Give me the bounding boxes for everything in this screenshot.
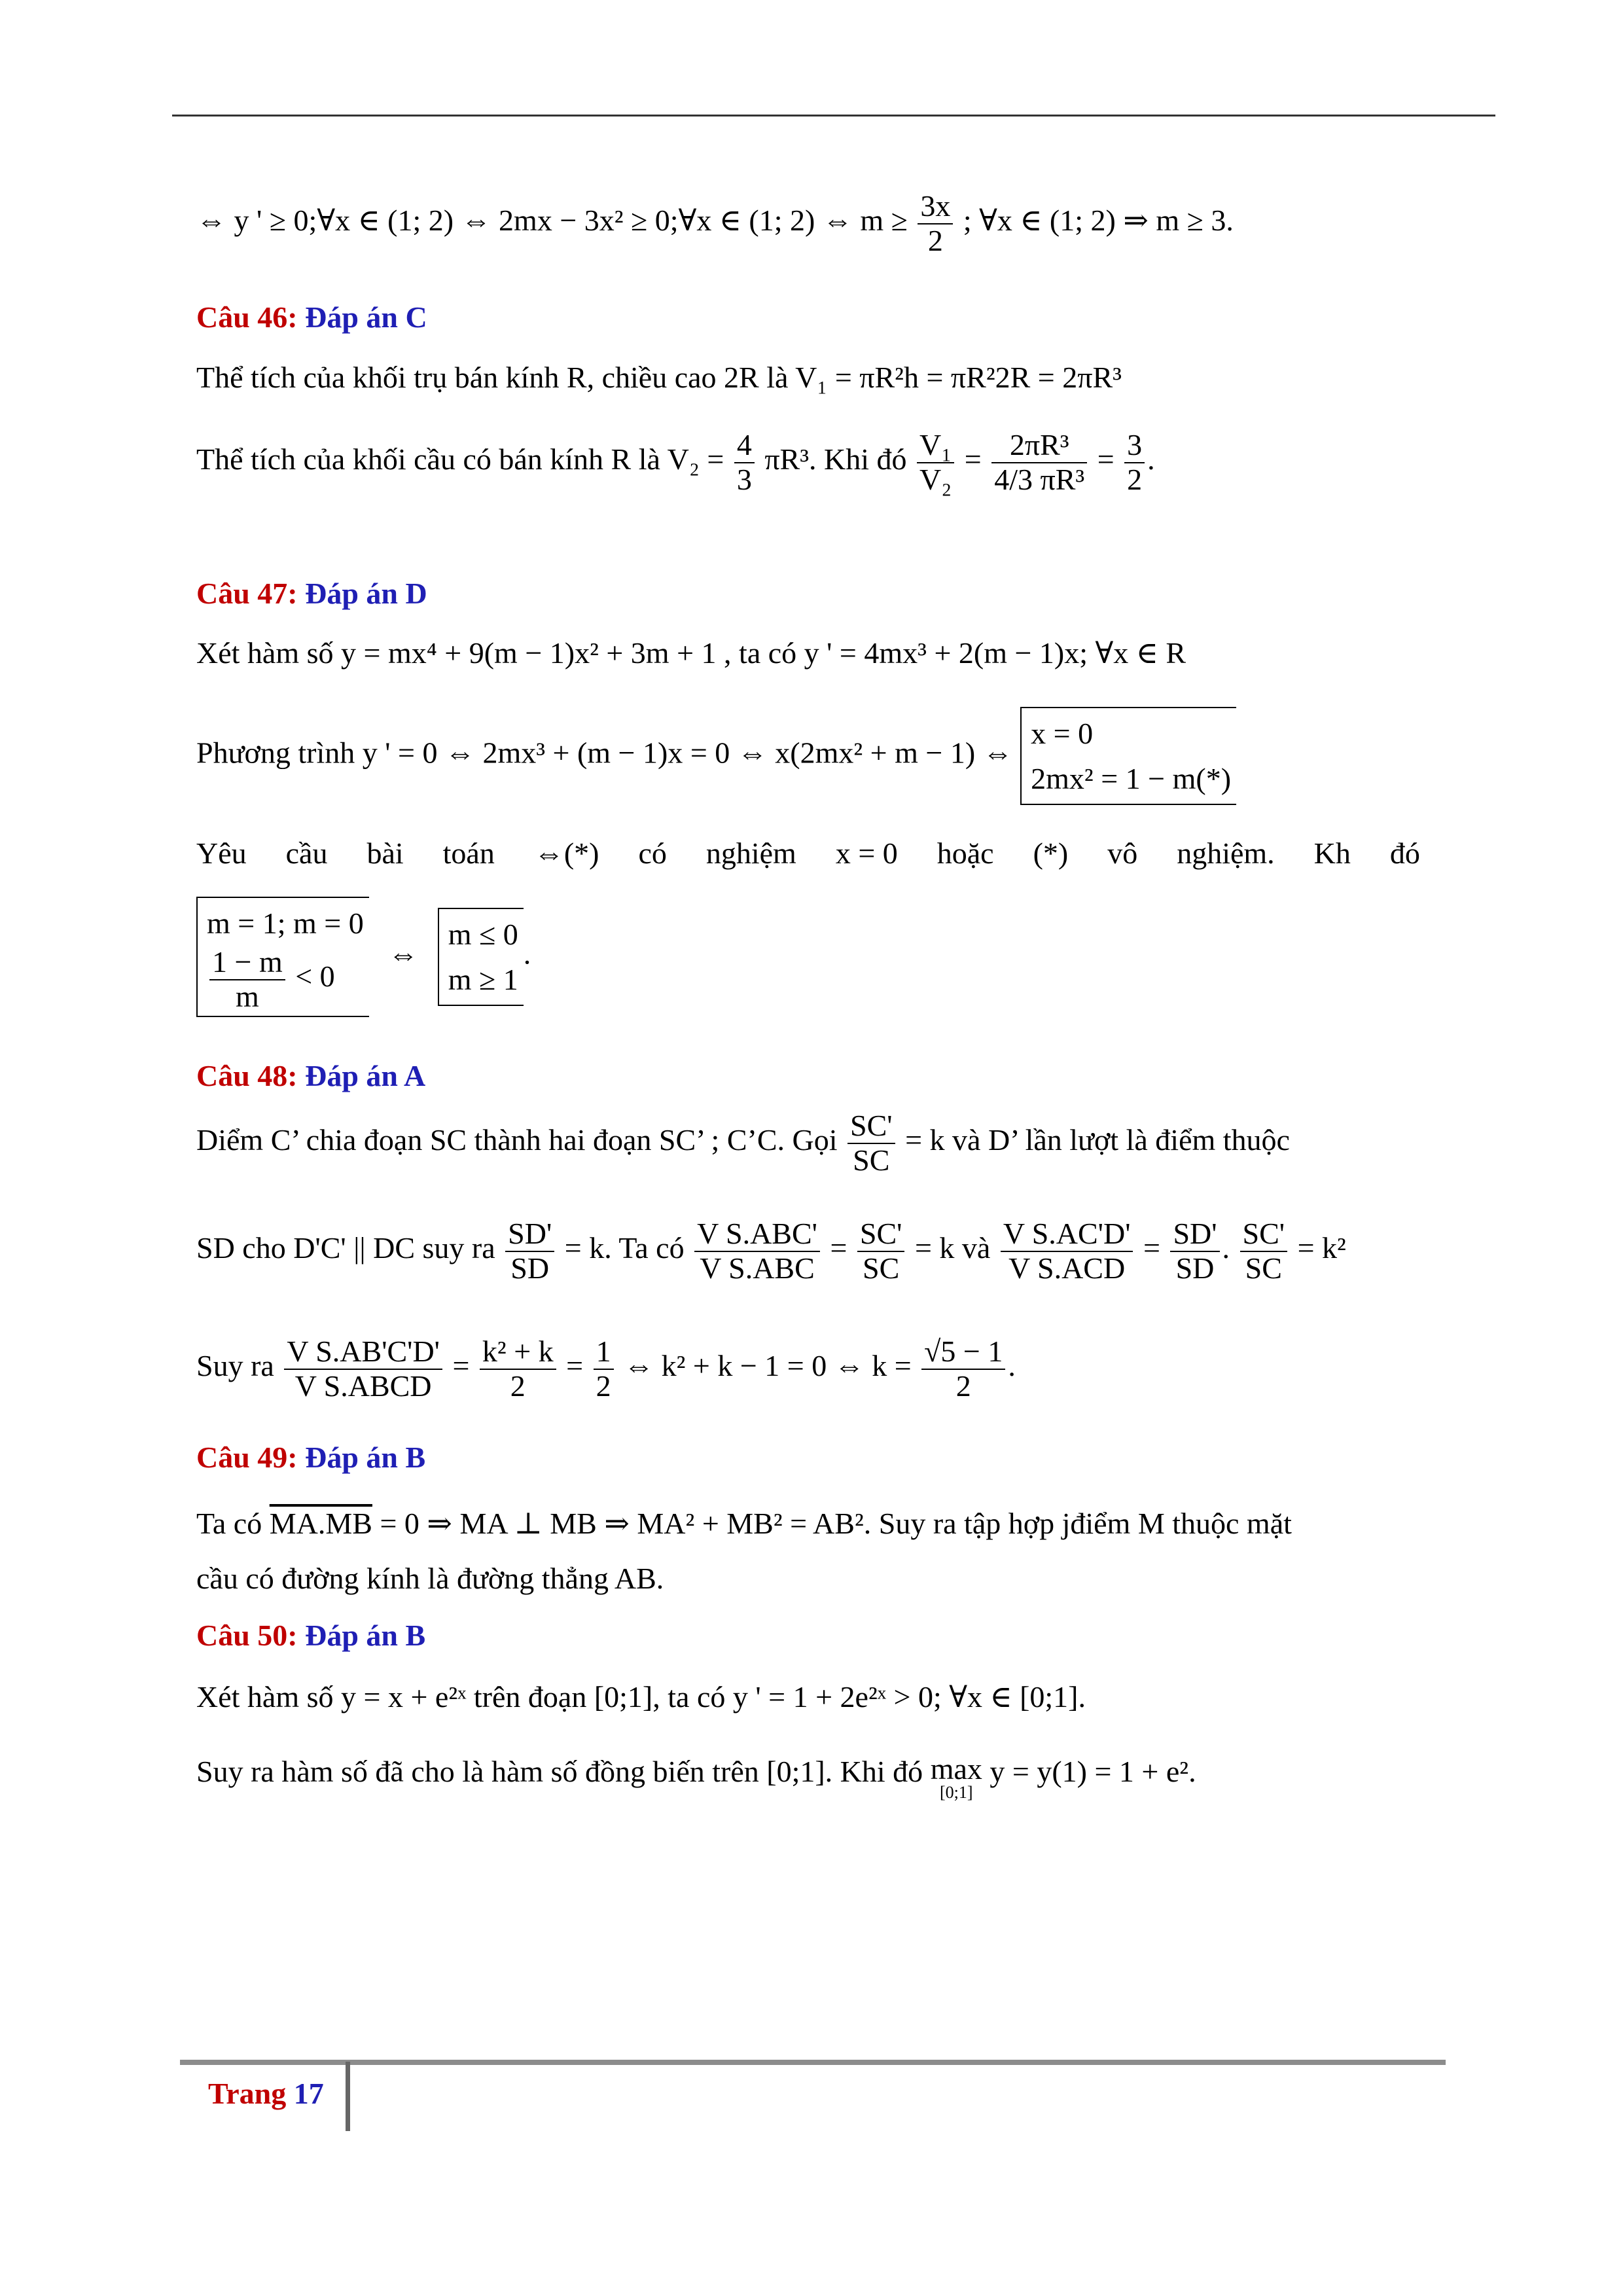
- q50-paragraph-2: Suy ra hàm số đã cho là hàm số đồng biến trên [0;1]. Khi đó max [0;1] y = y(1) = 1 + e².: [196, 1752, 1196, 1802]
- footer-divider: [346, 2062, 350, 2131]
- q46-paragraph-2: Thể tích của khối cầu có bán kính R là V₂ = $\frac{4}{3}$ πR³. Khi đó $\frac{\text{V₁}}{\text{V₂}}$ = $\frac{\text{2πR³}}{\text{4/3 πR³}}$ = $\frac{3}{2}$ .: [196, 428, 1155, 496]
- formula-text: ; ∀x ∈ (1; 2) ⇒ m ≥ 3.: [963, 204, 1234, 238]
- question-47-heading: Câu 47: Đáp án D: [196, 577, 427, 610]
- q47-paragraph-4: m = 1; m = 0 $\frac{1 - m}{m}$ < 0 ⇔ m ≤ 0 m ≥ 1 .: [196, 897, 531, 1017]
- fraction: $\frac{3x}{2}$: [918, 190, 953, 257]
- vector-product: MA.MB: [269, 1507, 372, 1540]
- q48-paragraph-1: Diểm C’ chia đoạn SC thành hai đoạn SC’ ; C’C. Gọi $\frac{SC'}{SC}$ = k và D’ lần lượt là điểm thuộc: [196, 1109, 1290, 1177]
- q50-paragraph-1: Xét hàm số y = x + e²ˣ trên đoạn [0;1], ta có y ' = 1 + 2e²ˣ > 0; ∀x ∈ [0;1].: [196, 1680, 1086, 1713]
- q49-paragraph-2: cầu có đường kính là đường thẳng AB.: [196, 1562, 664, 1595]
- q47-paragraph-1: Xét hàm số y = mx⁴ + 9(m − 1)x² + 3m + 1 , ta có y ' = 4mx³ + 2(m − 1)x; ∀x ∈ R: [196, 636, 1186, 670]
- q47-paragraph-2: Phương trình y ' = 0 ⇔ 2mx³ + (m − 1)x = 0 ⇔ x(2mx² + m − 1) ⇔ x = 0 2mx² = 1 − m(*): [196, 707, 1236, 805]
- q46-paragraph-1: Thể tích của khối trụ bán kính R, chiều cao 2R là V₁ = πR²h = πR²2R = 2πR³: [196, 361, 1122, 394]
- intro-formula: [196, 190, 1234, 257]
- question-46-heading: Câu 46: Đáp án C: [196, 300, 427, 334]
- question-49-heading: Câu 49: Đáp án B: [196, 1441, 426, 1474]
- question-48-heading: Câu 48: Đáp án A: [196, 1059, 426, 1092]
- q47-paragraph-3: Yêu cầu bài toán ⇔(*) có nghiệm x = 0 hoặc (*) vô nghiệm. Kh đó: [196, 836, 1420, 870]
- q48-paragraph-2: SD cho D'C' || DC suy ra $\frac{SD'}{SD}$ = k. Ta có $\frac{\text{V S.ABC'}}{\text{V S.ABC}}$ = $\frac{SC'}{SC}$ = k và $\frac{\text{V S.AC'D'}}{\text{V S.ACD}}$ = $\frac{SD'}{SD}$ . $\frac{SC'}{SC}$ = k²: [196, 1217, 1346, 1285]
- page-number: Trang 17: [208, 2077, 324, 2110]
- question-50-heading: Câu 50: Đáp án B: [196, 1619, 426, 1652]
- q49-paragraph-1: Ta có MA.MB = 0 ⇒ MA ⊥ MB ⇒ MA² + MB² = AB². Suy ra tập hợp jđiểm M thuộc mặt: [196, 1507, 1292, 1540]
- header-rule: [172, 115, 1495, 117]
- footer-rule: [180, 2060, 1446, 2065]
- formula-text: ⇔ y ' ≥ 0;∀x ∈ (1; 2) ⇔ 2mx − 3x² ≥ 0;∀x ∈ (1; 2) ⇔ m ≥: [196, 204, 908, 238]
- q48-paragraph-3: Suy ra $\frac{\text{V S.AB'C'D'}}{\text{V S.ABCD}}$ = $\frac{\text{k² + k}}{2}$ = $\frac{1}{2}$ ⇔ k² + k − 1 = 0 ⇔ k = $\frac{√5 - 1}{2}$ .: [196, 1335, 1016, 1403]
